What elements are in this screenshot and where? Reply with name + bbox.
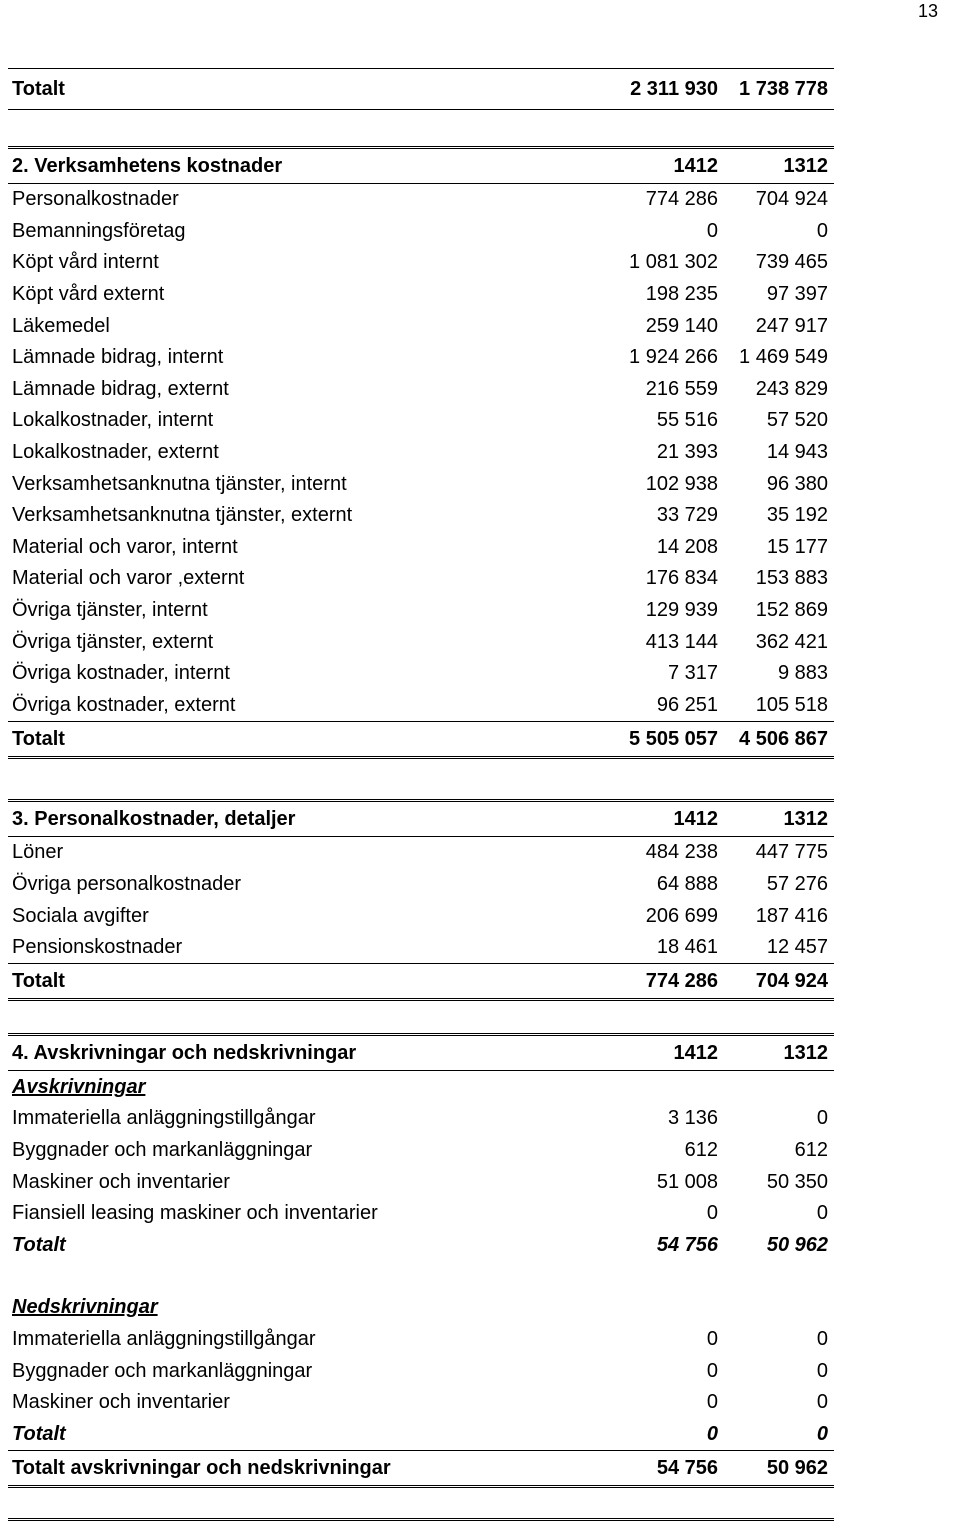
row-label: Lokalkostnader, externt [12, 441, 219, 464]
value-1312: 447 775 [755, 841, 828, 864]
value-1312: 14 943 [766, 441, 828, 464]
table-row [8, 310, 834, 342]
row-label: Maskiner och inventarier [12, 1170, 230, 1193]
value-1412: 7 317 [667, 662, 718, 685]
value-1312: 105 518 [755, 693, 828, 716]
nedskrivningar-total-row [8, 1418, 834, 1450]
table-row [8, 216, 834, 248]
value-1412: 51 008 [656, 1170, 718, 1193]
table-row [8, 1166, 834, 1198]
value-1412: 54 756 [656, 1456, 718, 1479]
value-1312: 0 [816, 1202, 828, 1225]
value-1312: 57 276 [766, 872, 828, 895]
value-1312: 0 [816, 1422, 828, 1445]
table-row [8, 869, 834, 901]
column-header-1312: 1312 [783, 1041, 828, 1064]
row-label: Verksamhetsanknutna tjänster, internt [12, 472, 347, 495]
value-1412: 206 699 [645, 904, 718, 927]
value-1412: 55 516 [656, 409, 718, 432]
value-1412: 0 [706, 219, 718, 242]
table-row [8, 900, 834, 932]
row-label: Övriga personalkostnader [12, 872, 242, 895]
row-label: Totalt [12, 969, 65, 992]
value-1312: 1 738 778 [739, 77, 828, 100]
value-1412: 0 [706, 1359, 718, 1382]
financial-notes [8, 68, 834, 1521]
row-label: Lokalkostnader, internt [12, 409, 214, 432]
row-label: Totalt [12, 1422, 66, 1445]
value-1312: 9 883 [777, 662, 828, 685]
section3-total-row [8, 963, 834, 1001]
row-label: Köpt vård externt [12, 283, 165, 306]
value-1412: 413 144 [645, 630, 718, 653]
value-1412: 5 505 057 [629, 727, 718, 750]
avskrivningar-rows [8, 1103, 834, 1229]
row-label: Totalt [12, 77, 65, 100]
table-row [8, 658, 834, 690]
row-label: Material och varor, internt [12, 535, 238, 558]
row-label: Köpt vård internt [12, 251, 159, 274]
table-row [8, 1135, 834, 1167]
value-1412: 259 140 [645, 314, 718, 337]
table-row [8, 405, 834, 437]
value-1412: 18 461 [656, 936, 718, 959]
row-label: Fiansiell leasing maskiner och inventarier [12, 1202, 378, 1225]
value-1412: 216 559 [645, 377, 718, 400]
table-row [8, 374, 834, 406]
table-row [8, 532, 834, 564]
column-header-1412: 1412 [673, 1041, 718, 1064]
row-label: Maskiner och inventarier [12, 1391, 230, 1414]
value-1412: 64 888 [656, 872, 718, 895]
section1-total-row [8, 68, 834, 110]
nedskrivningar-rows [8, 1324, 834, 1419]
value-1312: 35 192 [766, 504, 828, 527]
row-label: Totalt [12, 727, 65, 750]
value-1412: 1 081 302 [629, 251, 718, 274]
value-1412: 96 251 [656, 693, 718, 716]
row-label: Övriga tjänster, externt [12, 630, 214, 653]
row-label: Lämnade bidrag, externt [12, 377, 229, 400]
value-1412: 198 235 [645, 283, 718, 306]
value-1412: 0 [706, 1202, 718, 1225]
value-1412: 774 286 [645, 188, 718, 211]
value-1312: 0 [816, 1107, 828, 1130]
section-avskrivningar [8, 1033, 834, 1488]
value-1312: 0 [816, 1327, 828, 1350]
value-1312: 57 520 [766, 409, 828, 432]
value-1312: 704 924 [755, 188, 828, 211]
table-row [8, 690, 834, 722]
value-1312: 153 883 [755, 567, 828, 590]
value-1312: 704 924 [755, 969, 828, 992]
value-1412: 484 238 [645, 841, 718, 864]
section2-total-row [8, 721, 834, 759]
row-label: Verksamhetsanknutna tjänster, externt [12, 504, 353, 527]
row-label: Löner [12, 841, 64, 864]
value-1412: 1 924 266 [629, 346, 718, 369]
row-label: Övriga tjänster, internt [12, 599, 208, 622]
value-1412: 3 136 [667, 1107, 718, 1130]
value-1312: 1 469 549 [739, 346, 828, 369]
table-row [8, 437, 834, 469]
value-1312: 612 [794, 1138, 828, 1161]
section2-header [8, 146, 834, 184]
value-1412: 176 834 [645, 567, 718, 590]
section-title: 3. Personalkostnader, detaljer [12, 807, 296, 830]
section-personalkostnader [8, 799, 834, 1001]
table-row [8, 1355, 834, 1387]
row-label: Övriga kostnader, internt [12, 662, 230, 685]
section-verksamhetens-kostnader [8, 146, 834, 759]
table-row [8, 595, 834, 627]
section-title: 4. Avskrivningar och nedskrivningar [12, 1041, 357, 1064]
value-1412: 129 939 [645, 599, 718, 622]
section-title: 2. Verksamhetens kostnader [12, 154, 283, 177]
subheading: Nedskrivningar [12, 1296, 158, 1319]
row-label: Byggnader och markanläggningar [12, 1138, 313, 1161]
section4-header [8, 1033, 834, 1071]
value-1412: 0 [706, 1391, 718, 1414]
value-1312: 12 457 [766, 936, 828, 959]
row-label: Personalkostnader [12, 188, 179, 211]
value-1312: 739 465 [755, 251, 828, 274]
value-1412: 54 756 [656, 1233, 718, 1256]
table-row [8, 279, 834, 311]
value-1412: 612 [684, 1138, 718, 1161]
value-1412: 0 [706, 1422, 718, 1445]
value-1312: 0 [816, 219, 828, 242]
row-label: Sociala avgifter [12, 904, 149, 927]
value-1312: 96 380 [766, 472, 828, 495]
row-label: Immateriella anläggningstillgångar [12, 1327, 316, 1350]
nedskrivningar-heading-row [8, 1292, 834, 1324]
table-row [8, 626, 834, 658]
grand-total-row [8, 1450, 834, 1488]
bottom-separator [8, 1518, 834, 1521]
value-1312: 0 [816, 1391, 828, 1414]
table-row [8, 247, 834, 279]
row-label: Övriga kostnader, externt [12, 693, 236, 716]
table-row [8, 1198, 834, 1230]
column-header-1412: 1412 [673, 154, 718, 177]
value-1412: 33 729 [656, 504, 718, 527]
value-1312: 50 962 [766, 1233, 828, 1256]
section2-rows [8, 184, 834, 721]
table-row [8, 932, 834, 964]
row-label: Läkemedel [12, 314, 110, 337]
row-label: Byggnader och markanläggningar [12, 1359, 313, 1382]
value-1312: 97 397 [766, 283, 828, 306]
column-header-1412: 1412 [673, 807, 718, 830]
table-row [8, 500, 834, 532]
value-1312: 362 421 [755, 630, 828, 653]
value-1412: 21 393 [656, 441, 718, 464]
row-label: Totalt [12, 1233, 66, 1256]
value-1412: 774 286 [645, 969, 718, 992]
table-row [8, 837, 834, 869]
value-1412: 2 311 930 [630, 77, 718, 100]
value-1312: 247 917 [755, 314, 828, 337]
value-1312: 4 506 867 [739, 727, 828, 750]
section3-rows [8, 837, 834, 963]
value-1312: 187 416 [755, 904, 828, 927]
table-row [8, 1324, 834, 1356]
table-row [8, 342, 834, 374]
table-row [8, 563, 834, 595]
column-header-1312: 1312 [783, 154, 828, 177]
table-row [8, 184, 834, 216]
avskrivningar-heading-row [8, 1071, 834, 1103]
section3-header [8, 799, 834, 837]
value-1312: 50 350 [766, 1170, 828, 1193]
row-label: Material och varor ,externt [12, 567, 245, 590]
value-1412: 102 938 [645, 472, 718, 495]
value-1312: 243 829 [755, 377, 828, 400]
row-label: Pensionskostnader [12, 936, 183, 959]
value-1312: 50 962 [766, 1456, 828, 1479]
row-label: Totalt avskrivningar och nedskrivningar [12, 1456, 391, 1479]
row-label: Bemanningsföretag [12, 219, 186, 242]
row-label: Immateriella anläggningstillgångar [12, 1107, 316, 1130]
value-1412: 14 208 [656, 535, 718, 558]
table-row [8, 1387, 834, 1419]
value-1312: 152 869 [755, 599, 828, 622]
table-row [8, 1103, 834, 1135]
value-1312: 0 [816, 1359, 828, 1382]
table-row [8, 468, 834, 500]
page-number: 13 [917, 1, 938, 21]
column-header-1312: 1312 [783, 807, 828, 830]
avskrivningar-total-row [8, 1229, 834, 1261]
value-1412: 0 [706, 1327, 718, 1350]
subheading: Avskrivningar [12, 1075, 146, 1098]
row-label: Lämnade bidrag, internt [12, 346, 224, 369]
value-1312: 15 177 [766, 535, 828, 558]
